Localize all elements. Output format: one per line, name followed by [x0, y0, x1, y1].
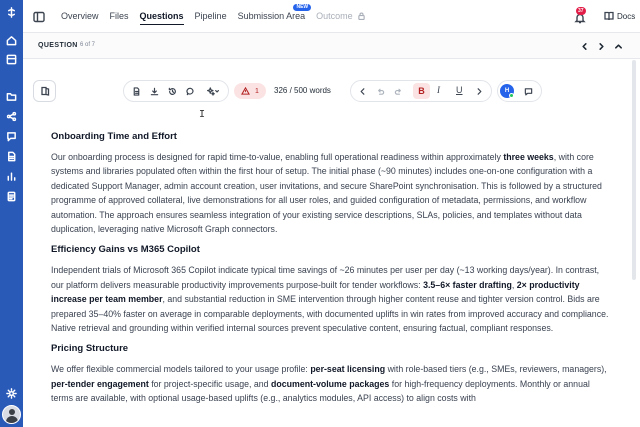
avatar-body — [6, 416, 18, 424]
tab-files[interactable]: Files — [109, 11, 129, 21]
bold-text-run: 3.5–6× faster drafting — [423, 279, 512, 290]
question-label: QUESTION — [38, 42, 78, 49]
home-icon[interactable] — [5, 34, 18, 47]
chevron-right-icon — [597, 42, 606, 51]
avatar-head — [9, 409, 15, 415]
underline-button[interactable]: U — [456, 85, 463, 95]
previous-version-button[interactable] — [357, 86, 368, 97]
document-view-button[interactable] — [131, 86, 142, 97]
text-run: for project-specific usage, and — [148, 378, 272, 389]
text-run: for high-frequency deployments. Monthly or annual terms are available, with optional usage-based uplifts (e.g., analytics modules, API access) to align costs with — [51, 378, 590, 404]
question-bar — [23, 33, 640, 59]
project-tabs — [61, 0, 376, 33]
app-sidebar — [0, 0, 23, 427]
text-run: , with core systems and libraries populated often within the first hour of setup. The initial phase (~90 minutes) includes one-on-one configuration with a dedicated Support Manager, admin account creation, user invitations, and secure SharePoint synchronisation. This is followed by a structured programme of approved collateral, live demonstrations for all user roles, and guided configuration of metadata, permissions, and workflow automation. The approach ensures seamless integration of your existing service descriptions, SLAs, policies, and templates without data duplication, leveraging native Microsoft Graph connectors. — [51, 152, 602, 235]
word-count: 326 / 500 words — [274, 86, 331, 95]
user-avatar[interactable] — [2, 405, 21, 424]
question-count: 6 of 7 — [80, 42, 96, 48]
chevron-up-icon — [614, 42, 623, 51]
text-cursor-icon: I — [199, 109, 206, 120]
comments-panel-icon[interactable] — [523, 86, 534, 97]
redo-icon[interactable] — [393, 86, 404, 97]
scrollbar-thumb[interactable] — [632, 60, 636, 280]
history-icon[interactable] — [167, 86, 178, 97]
warning-count: 1 — [255, 87, 259, 95]
bold-text-run: document-volume packages — [271, 378, 390, 389]
text-run: Independent trials of Microsoft 365 Copilot indicate typical time savings of ~26 minutes per user per day (~13 working days/year). In contrast, our platform delivers measurable productivity improvements purpose-built for tender workflows: — [51, 265, 600, 290]
share-icon[interactable] — [5, 110, 18, 123]
folder-icon[interactable] — [5, 90, 18, 103]
section-heading-pricing: Pricing Structure — [51, 343, 129, 355]
italic-button[interactable]: I — [437, 85, 440, 95]
action-toolbar — [123, 80, 229, 102]
logo-icon[interactable] — [5, 6, 18, 19]
online-status-dot — [509, 93, 514, 98]
bold-button[interactable]: B — [413, 83, 430, 99]
chevron-left-icon — [580, 42, 589, 51]
tab-submission-area[interactable] — [237, 0, 309, 33]
report-icon[interactable] — [5, 190, 18, 203]
new-badge: NEW — [293, 4, 311, 11]
tab-outcome — [316, 0, 365, 33]
undo-icon[interactable] — [375, 86, 386, 97]
bold-text-run: three weeks — [503, 152, 554, 162]
collapse-question-button[interactable] — [612, 40, 624, 52]
download-icon[interactable] — [149, 86, 160, 97]
warning-icon — [241, 87, 250, 95]
collaborator-avatar[interactable]: H — [500, 84, 514, 98]
chat-icon[interactable] — [5, 130, 18, 143]
section-heading-onboarding: Onboarding Time and Effort — [51, 131, 177, 142]
paragraph-efficiency[interactable] — [51, 263, 611, 335]
document-icon[interactable] — [5, 150, 18, 163]
paragraph-onboarding[interactable] — [51, 150, 611, 236]
settings-icon[interactable] — [5, 387, 18, 400]
paragraph-pricing[interactable] — [51, 362, 611, 405]
bold-text-run: 2× productivity increase per team member — [51, 279, 580, 305]
next-version-button[interactable] — [474, 86, 485, 97]
bold-text-run: per-tender engagement — [51, 378, 149, 389]
notification-count-badge: 37 — [578, 8, 584, 14]
docs-link[interactable] — [604, 11, 635, 21]
analytics-icon[interactable] — [5, 170, 18, 183]
library-button[interactable] — [33, 80, 56, 102]
next-question-button[interactable] — [595, 40, 607, 52]
text-run: with role-based tiers (e.g., SMEs, reviewers, managers), — [385, 364, 607, 375]
text-run: Our onboarding process is designed for rapid time-to-value, enabling full operational readiness within approximately — [51, 152, 504, 162]
editor-scrollbar[interactable] — [632, 60, 637, 427]
dashboard-icon[interactable] — [5, 53, 18, 66]
comment-icon[interactable] — [185, 86, 196, 97]
tab-overview[interactable]: Overview — [61, 11, 99, 21]
top-navigation-bar — [23, 0, 640, 33]
text-run: We offer flexible commercial models tailored to your usage profile: — [51, 364, 311, 375]
library-icon — [40, 86, 50, 96]
warning-indicator[interactable] — [234, 83, 266, 99]
tab-submission-area-label: Submission Area — [237, 11, 306, 21]
answer-editor[interactable] — [51, 130, 611, 413]
docs-label: Docs — [617, 11, 636, 21]
text-run: , — [511, 279, 517, 290]
section-heading-efficiency: Efficiency Gains vs M365 Copilot — [51, 244, 200, 256]
panel-toggle-icon[interactable] — [33, 10, 45, 22]
tab-outcome-label: Outcome — [316, 11, 353, 21]
lock-icon — [358, 1, 365, 34]
ai-sparkle-dropdown[interactable] — [204, 86, 222, 97]
book-icon — [604, 11, 614, 21]
text-run: , and substantial reduction in SME intervention through higher content reuse and tighter version control. Bids are prepared 35–40% faster on average in comparable deployments, with documented uplifts in win rates from improved accuracy and compliance. Native retrieval and grounding within verified internal sources prevent speculative content, ensuring factual, compliant responses. — [51, 294, 609, 334]
bold-text-run: per-seat licensing — [310, 364, 386, 375]
previous-question-button[interactable] — [578, 40, 590, 52]
tab-questions[interactable]: Questions — [140, 0, 184, 33]
tab-pipeline[interactable]: Pipeline — [194, 11, 227, 21]
